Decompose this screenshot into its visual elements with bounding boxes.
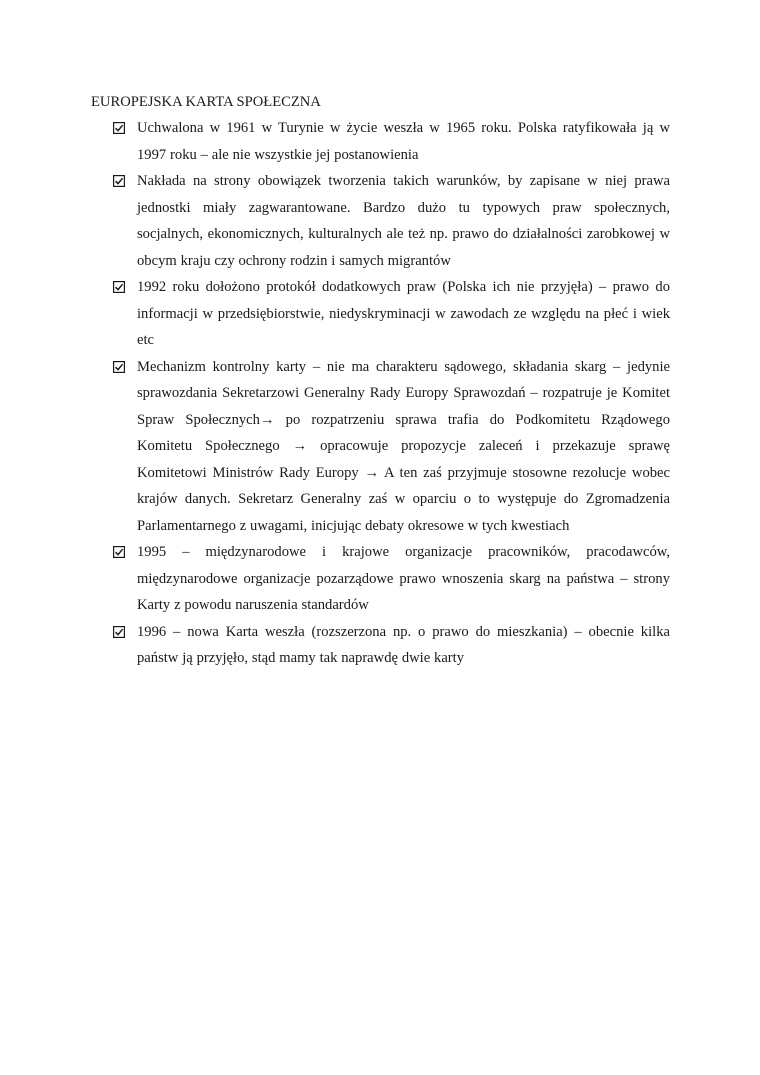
item-list: [113, 115, 670, 672]
list-item: [113, 115, 670, 168]
list-item-text: Uchwalona w 1961 w Turynie w życie weszła w 1965 roku. Polska ratyfikowała ją w 1997 roku – ale nie wszystkie jej postanowienia: [137, 120, 670, 163]
checked-box-icon: [113, 546, 125, 558]
document-title: EUROPEJSKA KARTA SPOŁECZNA: [91, 94, 321, 110]
list-item: [113, 354, 670, 540]
list-item-text: 1996 – nowa Karta weszła (rozszerzona np. o prawo do mieszkania) – obecnie kilka państw ją przyjęło, stąd mamy tak naprawdę dwie karty: [137, 623, 670, 666]
checked-box-icon: [113, 175, 125, 187]
list-item: [113, 619, 670, 672]
list-item-text: Mechanizm kontrolny karty – nie ma charakteru sądowego, składania skarg – jedynie sprawozdania Sekretarzowi Generalny Rady Europy Sprawozdań – rozpatruje je Komitet Spraw Społecznych→ po rozpatrzeniu sprawa trafia do Podkomitetu Rządowego Komitetu Społecznego → opracowuje propozycje zaleceń i przekazuje sprawę Komitetowi Ministrów Rady Europy → A ten zaś przyjmuje stosowne rezolucje wobec krajów danych. Sekretarz Generalny zaś w oparciu o to występuje do Zgromadzenia Parlamentarnego z uwagami, inicjując debaty okresowe w tych kwestiach: [137, 358, 670, 534]
list-item: [113, 168, 670, 274]
list-item-text: Nakłada na strony obowiązek tworzenia takich warunków, by zapisane w niej prawa jednostki miały zagwarantowane. Bardzo dużo tu typowych praw społecznych, socjalnych, ekonomicznych, kulturalnych ale też np. prawo do działalności zarobkowej w obcym kraju czy ochrony rodzin i samych migrantów: [137, 173, 670, 269]
checked-box-icon: [113, 281, 125, 293]
checked-box-icon: [113, 122, 125, 134]
list-item: [113, 539, 670, 619]
list-item: [113, 274, 670, 354]
list-item-text: 1995 – międzynarodowe i krajowe organizacje pracowników, pracodawców, międzynarodowe organizacje pozarządowe prawo wnoszenia skarg na państwa – strony Karty z powodu naruszenia standardów: [137, 544, 670, 613]
list-item-text: 1992 roku dołożono protokół dodatkowych praw (Polska ich nie przyjęła) – prawo do informacji w przedsiębiorstwie, niedyskryminacji w zawodach ze względu na płeć i wiek etc: [137, 279, 670, 348]
checked-box-icon: [113, 626, 125, 638]
checked-box-icon: [113, 361, 125, 373]
